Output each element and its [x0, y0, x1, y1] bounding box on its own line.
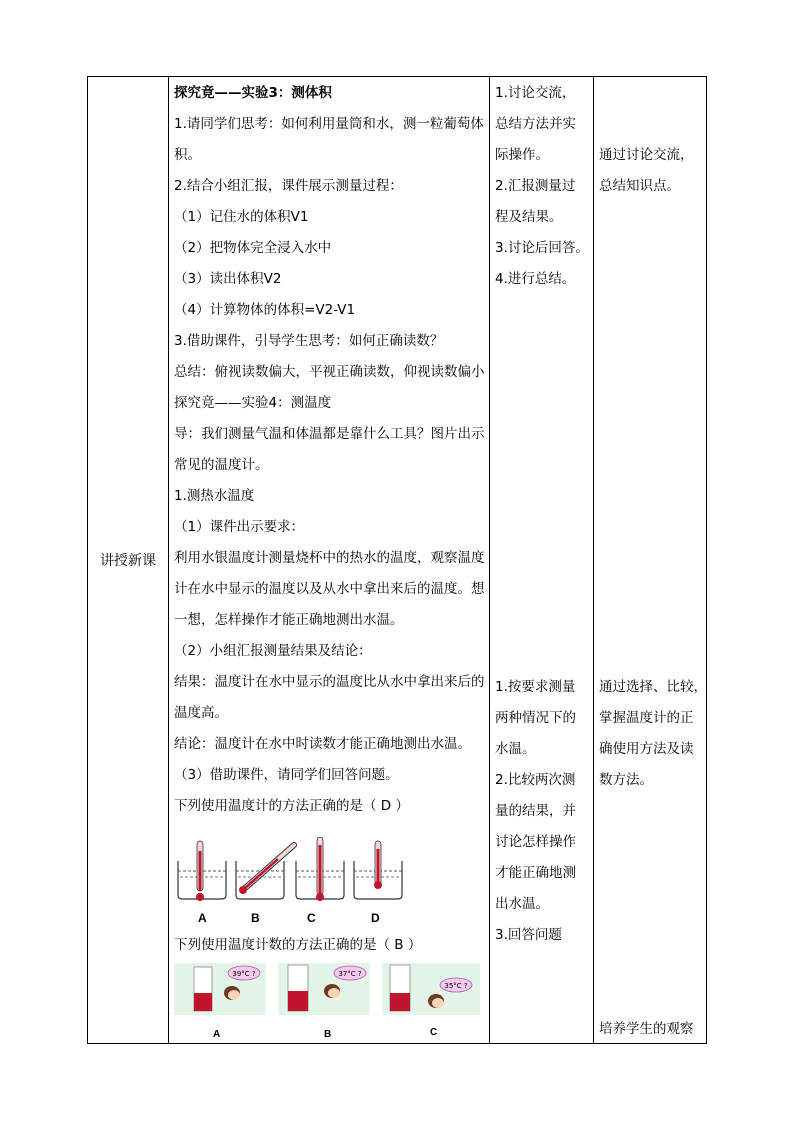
- lesson-table: [87, 76, 707, 1044]
- text-line: 4.进行总结。: [495, 271, 576, 287]
- text-line: 量的结果，并: [495, 803, 576, 819]
- beaker-c: [296, 837, 344, 901]
- text-line: （4）计算物体的体积=V2-V1: [174, 302, 356, 318]
- text-line: 常见的温度计。: [174, 457, 269, 473]
- reading-label-b: B: [324, 1029, 332, 1040]
- reading-label-a: A: [213, 1029, 221, 1040]
- figure-label-b: B: [251, 911, 260, 925]
- text-line: 温度高。: [174, 705, 228, 721]
- text-line: 探究竟——实验4：测温度: [174, 395, 332, 411]
- text-line: 总结方法并实: [495, 116, 576, 132]
- text-line: 掌握温度计的正: [599, 710, 694, 726]
- text-line: 1.测热水温度: [174, 488, 255, 504]
- text-line: 2.汇报测量过: [495, 178, 576, 194]
- text-line: 1.讨论交流，: [495, 85, 576, 101]
- text-line: 结论：温度计在水中时读数才能正确地测出水温。: [174, 736, 471, 752]
- column-divider: [168, 77, 169, 1043]
- text-line: 通过讨论交流，: [599, 147, 694, 163]
- figure-label-c: C: [307, 911, 316, 925]
- figure-label-a: A: [198, 911, 207, 925]
- text-line: 下列使用温度计的方法正确的是（ D ）: [174, 798, 409, 814]
- beaker-d: [354, 841, 402, 899]
- reading-panel-c: [382, 963, 480, 1015]
- bubble-b: 37°C ?: [338, 970, 362, 978]
- text-line: 才能正确地测: [495, 865, 576, 881]
- text-line: （2）小组汇报测量结果及结论：: [174, 643, 372, 659]
- question-2: 下列使用温度计数的方法正确的是（ B ）: [174, 937, 422, 953]
- bubble-a: 39°C ?: [232, 970, 256, 978]
- text-line: 探究竟——实验3：测体积: [174, 85, 332, 101]
- beaker-b: [236, 845, 294, 899]
- column-divider: [489, 77, 490, 1043]
- text-line: 数方法。: [599, 772, 653, 788]
- text-line: 总结知识点。: [599, 178, 680, 194]
- text-line: 1.按要求测量: [495, 679, 576, 695]
- bubble-c: 35°C ?: [444, 982, 468, 990]
- text-line: 讨论怎样操作: [495, 834, 576, 850]
- text-line: 一想，怎样操作才能正确地测出水温。: [174, 612, 404, 628]
- text-line: 计在水中显示的温度以及从水中拿出来后的温度。想: [174, 581, 485, 597]
- text-line: 3.讨论后回答。: [495, 240, 589, 256]
- text-line: （3）借助课件，请同学们回答问题。: [174, 767, 399, 783]
- text-line: 总结：俯视读数偏大，平视正确读数，仰视读数偏小: [174, 364, 485, 380]
- text-line: 积。: [174, 147, 201, 163]
- text-line: 利用水银温度计测量烧杯中的热水的温度，观察温度: [174, 550, 485, 566]
- text-line: 3.借助课件，引导学生思考：如何正确读数？: [174, 333, 444, 349]
- text-line: 程及结果。: [495, 209, 563, 225]
- reading-panel-b: [278, 963, 370, 1015]
- reading-panel-a: [174, 963, 266, 1015]
- text-line: 出水温。: [495, 896, 549, 912]
- row-label: 讲授新课: [100, 553, 156, 569]
- figure-label-d: D: [371, 911, 380, 925]
- column-divider: [593, 77, 594, 1043]
- text-line: 两种情况下的: [495, 710, 576, 726]
- design-intent-last: 培养学生的观察: [599, 1021, 694, 1037]
- thermometer-usage-figure: [174, 837, 404, 917]
- text-line: 3.回答问题: [495, 927, 562, 943]
- beaker-a: [178, 841, 226, 901]
- text-line: （2）把物体完全浸入水中: [174, 240, 332, 256]
- text-line: 水温。: [495, 741, 536, 757]
- reading-label-c: C: [430, 1027, 438, 1038]
- text-line: 通过选择、比较，: [599, 679, 707, 695]
- text-line: 2.结合小组汇报，课件展示测量过程：: [174, 178, 403, 194]
- text-line: 2.比较两次测: [495, 772, 576, 788]
- text-line: 确使用方法及读: [599, 741, 694, 757]
- text-line: 结果：温度计在水中显示的温度比从水中拿出来后的: [174, 674, 485, 690]
- text-line: （1）记住水的体积V1: [174, 209, 309, 225]
- text-line: 导：我们测量气温和体温都是靠什么工具？图片出示: [174, 426, 485, 442]
- text-line: （3）读出体积V2: [174, 271, 282, 287]
- text-line: 1.请同学们思考：如何利用量筒和水，测一粒葡萄体: [174, 116, 484, 132]
- text-line: （1）课件出示要求：: [174, 519, 305, 535]
- reading-method-figure: [174, 963, 480, 1015]
- text-line: 际操作。: [495, 147, 549, 163]
